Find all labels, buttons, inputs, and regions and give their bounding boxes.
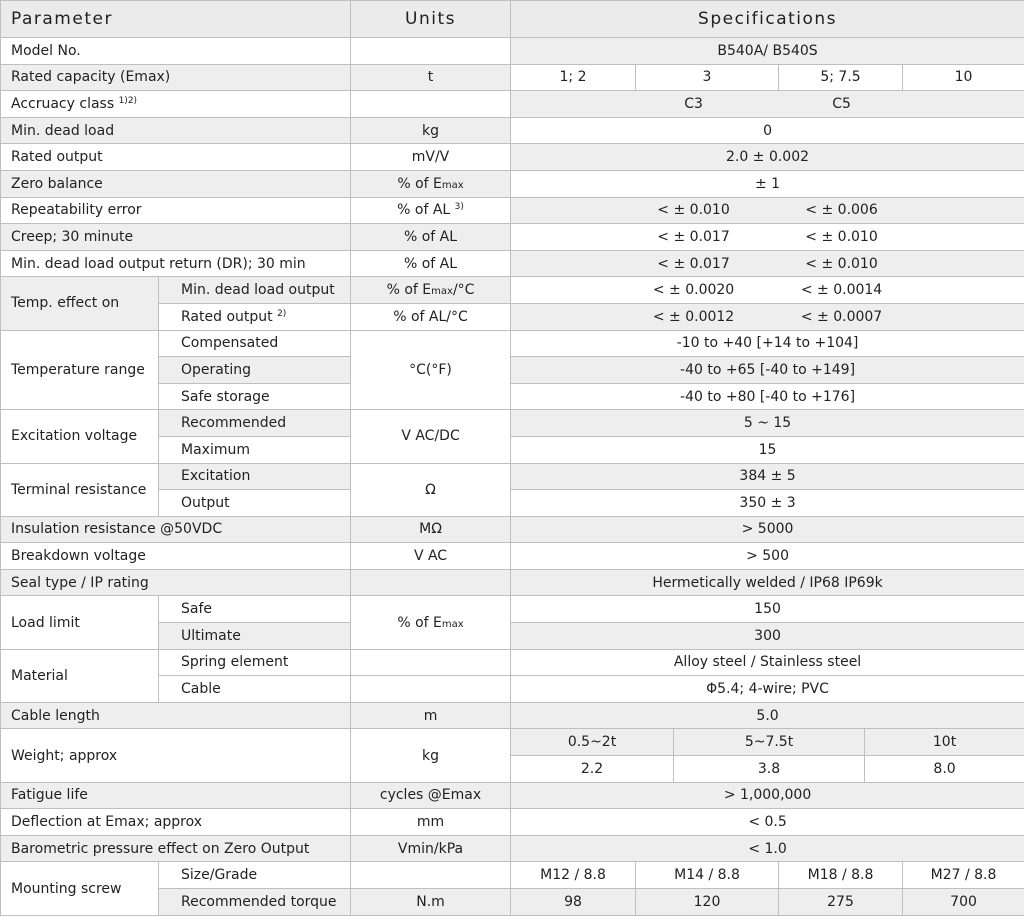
sub-label: Min. dead load output (159, 277, 351, 304)
unit-cell: kg (351, 729, 511, 782)
unit-cell: % of AL $^{3)}$ (351, 197, 511, 224)
sub-label: Rated output $^{2)}$ (159, 303, 351, 330)
row-seal (1, 569, 1024, 596)
param-label: Model No. (1, 38, 351, 65)
unit-cell: % of AL (351, 250, 511, 277)
spec-cell: 5.0 (511, 702, 1024, 729)
unit-cell: V AC/DC (351, 410, 511, 463)
param-label: Fatigue life (1, 782, 351, 809)
param-label: Mounting screw (1, 862, 159, 915)
param-label: Creep; 30 minute (1, 224, 351, 251)
row-deflection (1, 809, 1024, 836)
spec-cell: 0.5~2t (511, 729, 674, 756)
unit-cell: % of Emax (351, 596, 511, 649)
spec-cell: M18 / 8.8 (779, 862, 903, 889)
sub-label: Size/Grade (159, 862, 351, 889)
header-parameter: Parameter (1, 1, 351, 38)
unit-cell (351, 676, 511, 703)
spec-cell: 2.0 ± 0.002 (511, 144, 1024, 171)
row-zero-balance (1, 170, 1024, 197)
spec-cell: -40 to +80 [-40 to +176] (511, 383, 1024, 410)
unit-cell: cycles @Emax (351, 782, 511, 809)
unit-cell: % of AL (351, 224, 511, 251)
row-capacity (1, 64, 1024, 91)
unit-cell: Vmin/kPa (351, 835, 511, 862)
row-creep (1, 224, 1024, 251)
unit-cell: N.m (351, 889, 511, 916)
spec-cell: M27 / 8.8 (903, 862, 1024, 889)
row-mounting-size (1, 862, 1024, 889)
spec-cell: 700 (903, 889, 1024, 916)
header-specifications: Specifications (511, 1, 1024, 38)
param-label: Temperature range (1, 330, 159, 410)
row-temp-compensated (1, 330, 1024, 357)
unit-cell: t (351, 64, 511, 91)
param-label: Insulation resistance @50VDC (1, 516, 351, 543)
row-material-spring (1, 649, 1024, 676)
spec-cell: < ± 0.0020 < ± 0.0014 (511, 277, 1024, 304)
sub-label: Operating (159, 357, 351, 384)
param-label: Temp. effect on (1, 277, 159, 330)
row-model (1, 38, 1024, 65)
row-fatigue (1, 782, 1024, 809)
sub-label: Compensated (159, 330, 351, 357)
param-label: Min. dead load output return (DR); 30 min (1, 250, 351, 277)
spec-cell: Φ5.4; 4-wire; PVC (511, 676, 1024, 703)
sub-label: Recommended torque (159, 889, 351, 916)
unit-cell: m (351, 702, 511, 729)
unit-cell: kg (351, 117, 511, 144)
spec-cell: 150 (511, 596, 1024, 623)
spec-cell: 5~7.5t (674, 729, 865, 756)
unit-cell: % of Emax (351, 170, 511, 197)
param-label: Repeatability error (1, 197, 351, 224)
param-label: Weight; approx (1, 729, 351, 782)
sub-label: Output (159, 490, 351, 517)
spec-cell: -40 to +65 [-40 to +149] (511, 357, 1024, 384)
spec-cell: 10t (865, 729, 1024, 756)
spec-cell: 350 ± 3 (511, 490, 1024, 517)
sub-label: Excitation (159, 463, 351, 490)
param-label: Zero balance (1, 170, 351, 197)
param-label: Terminal resistance (1, 463, 159, 516)
header-row (1, 1, 1024, 38)
row-min-dead-load (1, 117, 1024, 144)
param-label: Load limit (1, 596, 159, 649)
spec-cell: C3 C5 (511, 91, 1024, 118)
header-units: Units (351, 1, 511, 38)
row-insulation (1, 516, 1024, 543)
sub-label: Spring element (159, 649, 351, 676)
row-excitation-recommended (1, 410, 1024, 437)
unit-cell (351, 862, 511, 889)
spec-cell: < ± 0.010 < ± 0.006 (511, 197, 1024, 224)
param-label: Breakdown voltage (1, 543, 351, 570)
row-rated-output (1, 144, 1024, 171)
spec-cell: M14 / 8.8 (636, 862, 779, 889)
unit-cell: % of AL/°C (351, 303, 511, 330)
unit-cell: V AC (351, 543, 511, 570)
row-temp-effect-min (1, 277, 1024, 304)
sub-label: Safe storage (159, 383, 351, 410)
unit-cell: °C(°F) (351, 330, 511, 410)
row-load-safe (1, 596, 1024, 623)
spec-cell: 0 (511, 117, 1024, 144)
param-label: Min. dead load (1, 117, 351, 144)
spec-cell: < 0.5 (511, 809, 1024, 836)
unit-cell (351, 91, 511, 118)
param-label: Rated output (1, 144, 351, 171)
spec-cell: 2.2 (511, 756, 674, 783)
spec-cell: < ± 0.017 < ± 0.010 (511, 224, 1024, 251)
unit-cell: % of Emax/°C (351, 277, 511, 304)
param-label: Rated capacity (Emax) (1, 64, 351, 91)
row-weight-ranges (1, 729, 1024, 756)
spec-cell: < ± 0.017 < ± 0.010 (511, 250, 1024, 277)
spec-cell: Hermetically welded / IP68 IP69k (511, 569, 1024, 596)
sub-label: Maximum (159, 436, 351, 463)
spec-cell: B540A/ B540S (511, 38, 1024, 65)
spec-cell: 98 (511, 889, 636, 916)
spec-cell: ± 1 (511, 170, 1024, 197)
spec-cell: 10 (903, 64, 1024, 91)
unit-cell (351, 569, 511, 596)
spec-cell: -10 to +40 [+14 to +104] (511, 330, 1024, 357)
spec-cell: 300 (511, 623, 1024, 650)
unit-cell (351, 38, 511, 65)
row-dr (1, 250, 1024, 277)
param-label: Seal type / IP rating (1, 569, 351, 596)
spec-cell: 3 (636, 64, 779, 91)
spec-cell: Alloy steel / Stainless steel (511, 649, 1024, 676)
spec-cell: > 500 (511, 543, 1024, 570)
unit-cell: mV/V (351, 144, 511, 171)
param-label: Deflection at Emax; approx (1, 809, 351, 836)
spec-cell: M12 / 8.8 (511, 862, 636, 889)
unit-cell (351, 649, 511, 676)
param-label: Cable length (1, 702, 351, 729)
unit-cell: MΩ (351, 516, 511, 543)
spec-cell: 8.0 (865, 756, 1024, 783)
spec-cell: 275 (779, 889, 903, 916)
row-terminal-excitation (1, 463, 1024, 490)
spec-cell: 384 ± 5 (511, 463, 1024, 490)
param-label: Excitation voltage (1, 410, 159, 463)
row-barometric (1, 835, 1024, 862)
spec-cell: > 5000 (511, 516, 1024, 543)
param-label: Accruacy class $^{1)2)}$ (1, 91, 351, 118)
sub-label: Cable (159, 676, 351, 703)
spec-cell: < 1.0 (511, 835, 1024, 862)
spec-cell: 3.8 (674, 756, 865, 783)
row-repeatability (1, 197, 1024, 224)
param-label: Material (1, 649, 159, 702)
spec-cell: 15 (511, 436, 1024, 463)
row-accuracy (1, 91, 1024, 118)
spec-cell: 120 (636, 889, 779, 916)
spec-cell: < ± 0.0012 < ± 0.0007 (511, 303, 1024, 330)
spec-cell: 1; 2 (511, 64, 636, 91)
unit-cell: mm (351, 809, 511, 836)
unit-cell: Ω (351, 463, 511, 516)
sub-label: Recommended (159, 410, 351, 437)
sub-label: Safe (159, 596, 351, 623)
row-breakdown (1, 543, 1024, 570)
spec-cell: 5 ~ 15 (511, 410, 1024, 437)
sub-label: Ultimate (159, 623, 351, 650)
spec-cell: 5; 7.5 (779, 64, 903, 91)
param-label: Barometric pressure effect on Zero Output (1, 835, 351, 862)
spec-cell: > 1,000,000 (511, 782, 1024, 809)
row-cable-length (1, 702, 1024, 729)
